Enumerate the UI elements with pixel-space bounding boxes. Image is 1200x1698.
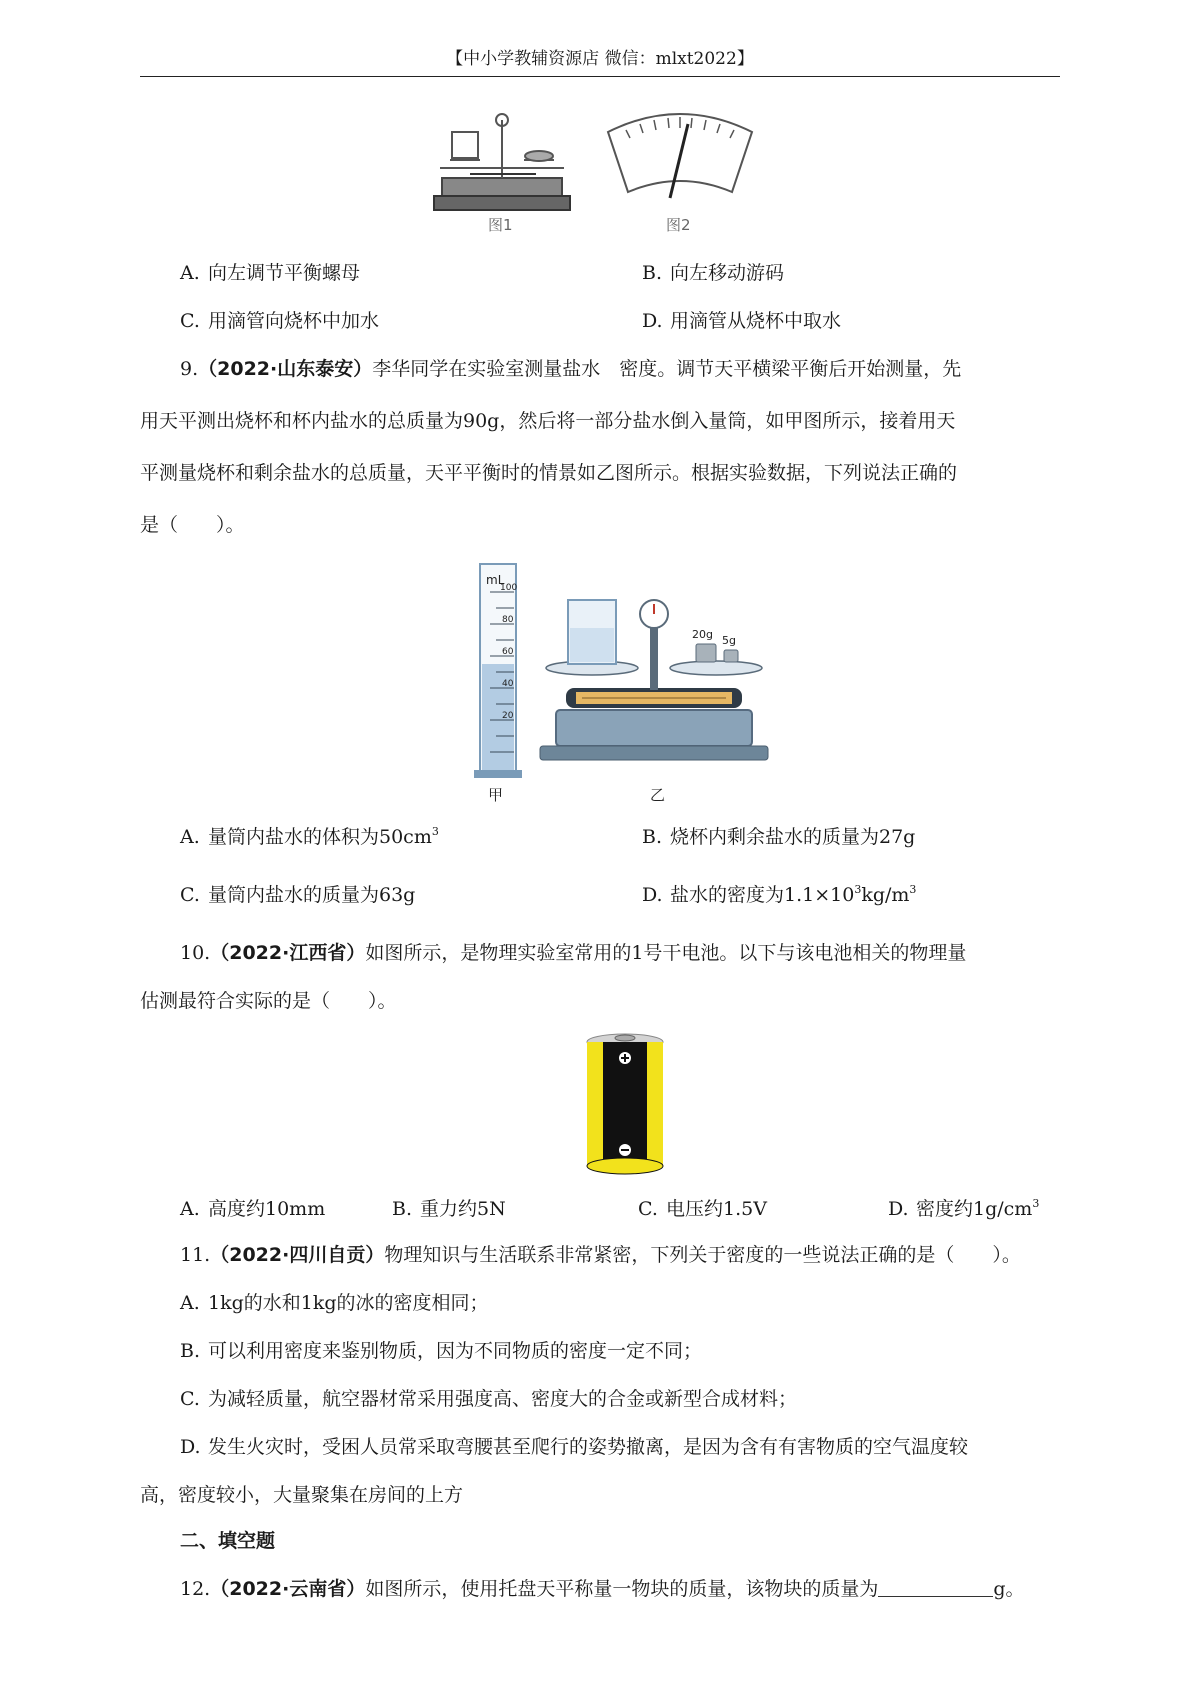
dial-pointer [670, 124, 688, 198]
balance-with-masses [540, 600, 768, 760]
q10-option-c: C. 电压约1.5V [638, 1198, 767, 1220]
fig9-caption-jia: 甲 [488, 786, 504, 804]
q8-option-d: D. 用滴管从烧杯中取水 [642, 310, 842, 332]
q11-stem: 11.（2022·四川自贡）物理知识与生活联系非常紧密，下列关于密度的一些说法正确的是（ ）。 [180, 1244, 1021, 1266]
mass-label-5g: 5g [722, 634, 736, 647]
q12-stem: 12.（2022·云南省）如图所示，使用托盘天平称量一物块的质量，该物块的质量为 g。 [180, 1578, 1025, 1600]
q10-stem-line-2: 估测最符合实际的是（ ）。 [140, 990, 397, 1012]
battery-figure [580, 1026, 670, 1176]
q8-option-c: C. 用滴管向烧杯中加水 [180, 310, 380, 332]
q9-stem-line-3: 平测量烧杯和剩余盐水的总质量，天平平衡时的情景如乙图所示。根据实验数据，下列说法正确的 [140, 462, 958, 484]
fig9-caption-yi: 乙 [650, 786, 666, 804]
fig8-caption-2: 图2 [666, 216, 691, 234]
cylinder-tick-80: 80 [502, 615, 514, 625]
q8-option-b: B. 向左移动游码 [642, 262, 785, 284]
header-divider [140, 76, 1060, 77]
q9-stem-line-2: 用天平测出烧杯和杯内盐水的总质量为90g，然后将一部分盐水倒入量筒，如甲图所示，接着用天 [140, 410, 956, 432]
q8-option-a: A. 向左调节平衡螺母 [180, 262, 361, 284]
answer-blank[interactable] [878, 1578, 993, 1597]
q11-option-b: B. 可以利用密度来鉴别物质，因为不同物质的密度一定不同； [180, 1340, 703, 1362]
q9-option-c: C. 量筒内盐水的质量为63g [180, 884, 416, 906]
mass-label-20g: 20g [692, 628, 713, 641]
q9-stem-line-1: 9.（2022·山东泰安）李华同学在实验室测量盐水 密度。调节天平横梁平衡后开始测量，先 [180, 358, 962, 380]
balance-figure [434, 114, 570, 210]
dial-figure [608, 114, 752, 198]
q9-stem-line-4: 是（ ）。 [140, 514, 245, 536]
q9-option-a: A. 量筒内盐水的体积为$50cm^3$ [180, 825, 439, 848]
measuring-cylinder [474, 564, 522, 778]
q9-figures [470, 560, 790, 805]
q11-option-d: D. 发生火灾时，受困人员常采取弯腰甚至爬行的姿势撤离，是因为含有有害物质的空气温度较 [180, 1436, 969, 1458]
q10-stem-line-1: 10.（2022·江西省）如图所示，是物理实验室常用的1号干电池。以下与该电池相关的物理量 [180, 942, 967, 964]
q11-option-c: C. 为减轻质量，航空器材常采用强度高、密度大的合金或新型合成材料； [180, 1388, 798, 1410]
q10-option-a: A. 高度约10mm [180, 1198, 326, 1220]
cylinder-unit: mL [486, 573, 505, 587]
q9-option-b: B. 烧杯内剩余盐水的质量为27g [642, 826, 916, 848]
cylinder-tick-20: 20 [502, 711, 514, 721]
fig8-caption-1: 图1 [488, 216, 513, 234]
cylinder-tick-60: 60 [502, 647, 514, 657]
q10-option-b: B. 重力约5N [392, 1198, 506, 1220]
cylinder-tick-100: 100 [500, 583, 518, 593]
q10-option-d: D. 密度约$1g/cm^3$ [888, 1197, 1040, 1220]
q9-option-d: D. 盐水的密度为$1.1\times 10^3kg/m^3$ [642, 883, 917, 906]
q11-option-d-cont: 高，密度较小，大量聚集在房间的上方 [140, 1484, 464, 1506]
page-header: 【中小学教辅资源店 微信：mlxt2022】 [446, 49, 754, 69]
q11-option-a: A. 1kg的水和1kg的冰的密度相同； [180, 1292, 489, 1314]
q8-figures [430, 100, 780, 250]
section-heading-fill-in: 二、填空题 [180, 1530, 276, 1552]
cylinder-tick-40: 40 [502, 679, 514, 689]
